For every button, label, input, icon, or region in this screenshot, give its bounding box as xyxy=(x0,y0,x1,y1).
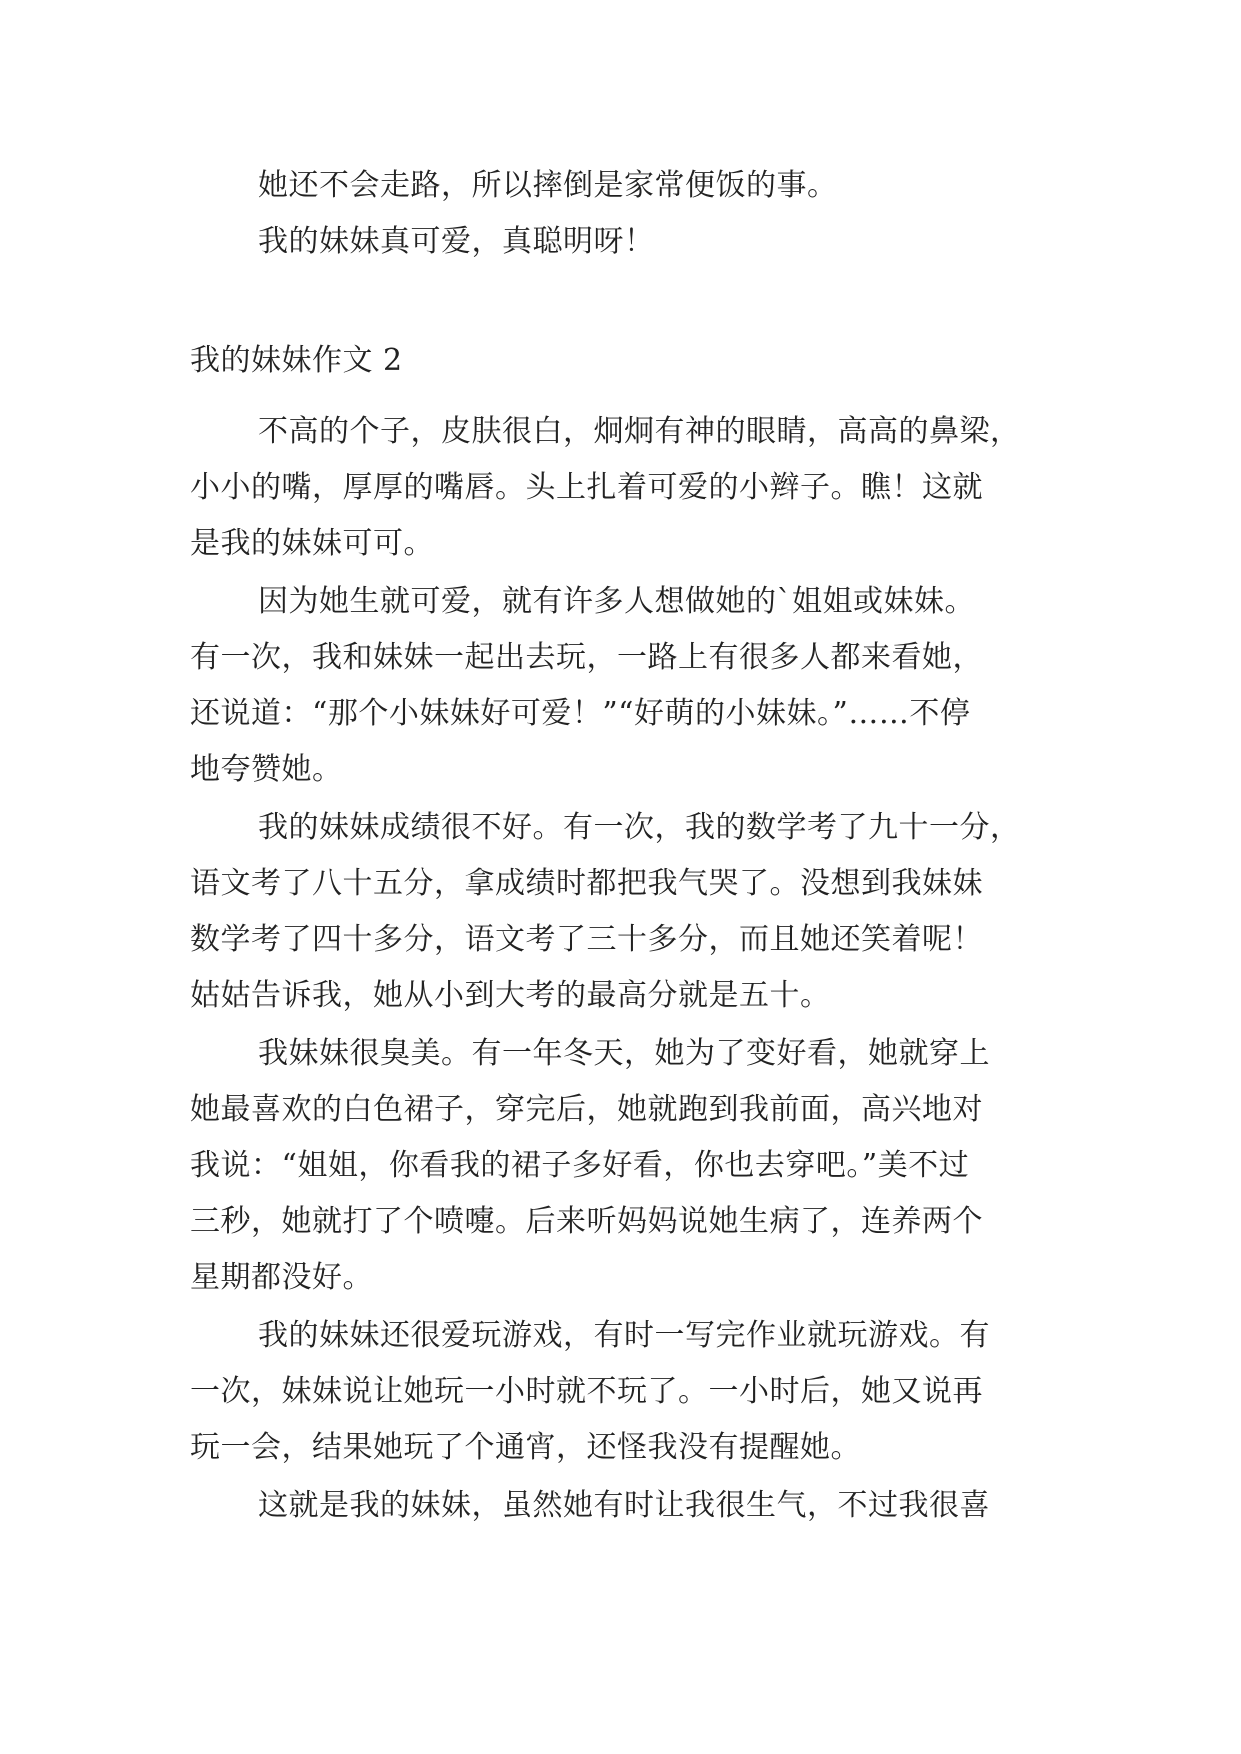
body-line: 语文考了八十五分，拿成绩时都把我气哭了。没想到我妹妹 xyxy=(190,866,983,901)
body-line: 姑姑告诉我，她从小到大考的最高分就是五十。 xyxy=(190,978,831,1013)
body-line: 我的妹妹成绩很不好。有一次，我的数学考了九十一分， xyxy=(258,810,1021,845)
body-line: 地夸赞她。 xyxy=(190,752,343,787)
body-line: 我说：“姐姐，你看我的裙子多好看，你也去穿吧。”美不过 xyxy=(190,1148,970,1183)
body-line: 一次，妹妹说让她玩一小时就不玩了。一小时后，她又说再 xyxy=(190,1374,983,1409)
body-line: 还说道：“那个小妹妹好可爱！”“好萌的小妹妹。”……不停 xyxy=(190,696,971,731)
body-line: 是我的妹妹可可。 xyxy=(190,526,434,561)
body-line: 不高的个子，皮肤很白，炯炯有神的眼睛，高高的鼻梁， xyxy=(258,414,1021,449)
body-line: 这就是我的妹妹，虽然她有时让我很生气，不过我很喜 xyxy=(258,1488,990,1523)
body-line: 三秒，她就打了个喷嚏。后来听妈妈说她生病了，连养两个 xyxy=(190,1204,983,1239)
body-line: 数学考了四十多分，语文考了三十多分，而且她还笑着呢！ xyxy=(190,922,983,957)
body-line: 她最喜欢的白色裙子，穿完后，她就跑到我前面，高兴地对 xyxy=(190,1092,983,1127)
body-line: 小小的嘴，厚厚的嘴唇。头上扎着可爱的小辫子。瞧！这就 xyxy=(190,470,983,505)
intro-line-2: 我的妹妹真可爱，真聪明呀！ xyxy=(258,224,655,259)
body-line: 我的妹妹还很爱玩游戏，有时一写完作业就玩游戏。有 xyxy=(258,1318,990,1353)
body-line: 因为她生就可爱，就有许多人想做她的`姐姐或妹妹。 xyxy=(258,584,975,619)
body-line: 星期都没好。 xyxy=(190,1260,373,1295)
body-line: 有一次，我和妹妹一起出去玩，一路上有很多人都来看她， xyxy=(190,640,983,675)
body-line: 我妹妹很臭美。有一年冬天，她为了变好看，她就穿上 xyxy=(258,1036,990,1071)
section-title: 我的妹妹作文 2 xyxy=(190,343,403,378)
intro-line-1: 她还不会走路，所以摔倒是家常便饭的事。 xyxy=(258,168,838,203)
body-line: 玩一会，结果她玩了个通宵，还怪我没有提醒她。 xyxy=(190,1430,861,1465)
